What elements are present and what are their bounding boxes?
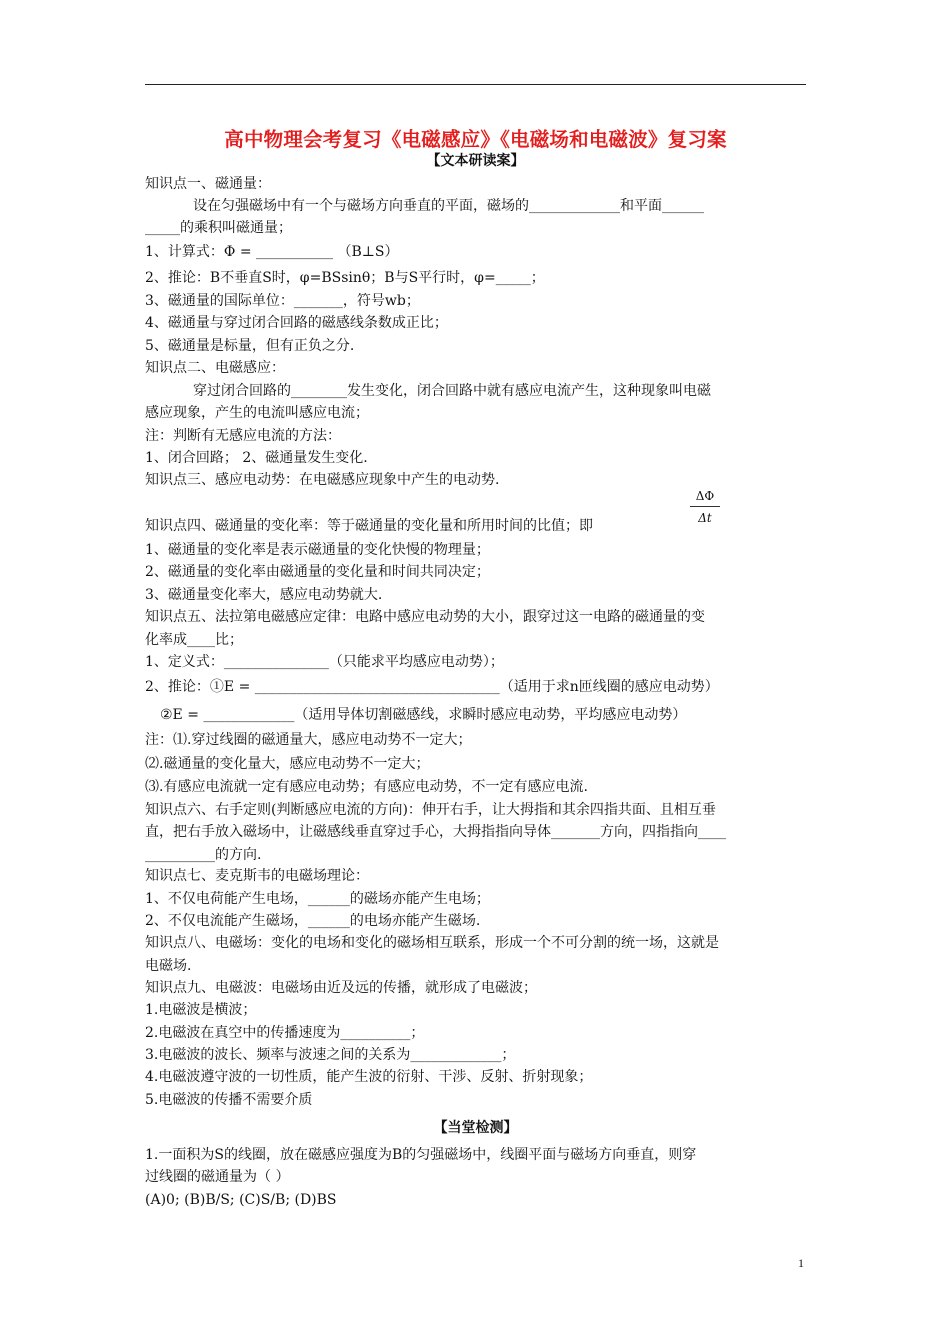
text-line: 4.电磁波遵守波的一切性质，能产生波的衍射、干涉、反射、折射现象； — [145, 1069, 593, 1085]
text-line: 知识点八、电磁场：变化的电场和变化的磁场相互联系，形成一个不可分割的统一场，这就是 — [145, 935, 719, 951]
text-line: 1、磁通量的变化率是表示磁通量的变化快慢的物理量； — [145, 542, 490, 558]
text-line: 知识点七、麦克斯韦的电磁场理论： — [145, 868, 369, 884]
text-line: (A)0; (B)B/S; (C)S/B; (D)BS — [145, 1192, 337, 1208]
text-line: 知识点三、感应电动势：在电磁感应现象中产生的电动势. — [145, 472, 500, 488]
text-line: 2、磁通量的变化率由磁通量的变化量和时间共同决定； — [145, 564, 490, 580]
text-line: 知识点四、磁通量的变化率：等于磁通量的变化量和所用时间的比值；即 — [145, 518, 593, 534]
text-line: 知识点五、法拉第电磁感应定律：电路中感应电动势的大小，跟穿过这一电路的磁通量的变 — [145, 609, 705, 625]
text-line: 1、定义式：_______________（只能求平均感应电动势）； — [145, 654, 504, 670]
text-line: 直，把右手放入磁场中，让磁感线垂直穿过手心，大拇指指向导体_______方向，四指指向____ — [145, 824, 726, 840]
text-line: 电磁场. — [145, 958, 192, 974]
fraction-numerator: ΔΦ — [695, 489, 715, 503]
text-line: 2.电磁波在真空中的传播速度为__________； — [145, 1025, 425, 1041]
text-line: __________的方向. — [145, 847, 262, 863]
text-line: 1、不仅电荷能产生电场，______的磁场亦能产生电场； — [145, 891, 490, 907]
text-line: 4、磁通量与穿过闭合回路的磁感线条数成正比； — [145, 315, 448, 331]
text-line: 注：判断有无感应电流的方法： — [145, 428, 341, 444]
text-line: 1.电磁波是横波； — [145, 1002, 257, 1018]
section-heading-study: 【文本研读案】 — [426, 153, 525, 169]
text-line: 知识点九、电磁波：电磁场由近及远的传播，就形成了电磁波； — [145, 980, 537, 996]
text-line: 化率成____比； — [145, 632, 243, 648]
fraction-denominator: Δt — [698, 511, 712, 525]
text-line: 5、磁通量是标量，但有正负之分. — [145, 338, 355, 354]
text-line: 3、磁通量变化率大，感应电动势就大. — [145, 587, 383, 603]
text-line: ②E = _____________（适用导体切割磁感线，求瞬时感应电动势，平均感应电动势） — [160, 707, 687, 723]
header-rule — [145, 84, 806, 85]
text-line: 穿过闭合回路的________发生变化，闭合回路中就有感应电流产生，这种现象叫电磁 — [193, 383, 711, 399]
text-line: 2、推论：B不垂直S时，φ=BSsinθ；B与S平行时，φ=_____； — [145, 270, 545, 286]
rate-fraction — [690, 488, 720, 526]
page-number: 1 — [798, 1256, 804, 1270]
text-line: _____的乘积叫磁通量； — [145, 220, 292, 236]
document-title: 高中物理会考复习《电磁感应》《电磁场和电磁波》复习案 — [224, 128, 727, 151]
text-line: 知识点一、磁通量： — [145, 176, 271, 192]
text-line: 注：⑴.穿过线圈的磁通量大，感应电动势不一定大； — [145, 732, 472, 748]
text-line: 2、不仅电流能产生磁场，______的电场亦能产生磁场. — [145, 913, 481, 929]
text-line: 1、闭合回路； 2、磁通量发生变化. — [145, 450, 368, 466]
text-line: 知识点二、电磁感应： — [145, 360, 285, 376]
text-line: 1.一面积为S的线圈，放在磁感应强度为B的匀强磁场中，线圈平面与磁场方向垂直，则穿 — [145, 1147, 697, 1163]
text-line: ⑵.磁通量的变化量大，感应电动势不一定大； — [145, 756, 430, 772]
text-line: 知识点六、右手定则(判断感应电流的方向)：伸开右手，让大拇指和其余四指共面、且相互垂 — [145, 802, 716, 818]
text-line: 3、磁通量的国际单位：_______，符号wb； — [145, 293, 420, 309]
text-line: 3.电磁波的波长、频率与波速之间的关系为_____________； — [145, 1047, 516, 1063]
text-line: ⑶.有感应电流就一定有感应电动势；有感应电动势，不一定有感应电流. — [145, 779, 588, 795]
text-line: 5.电磁波的传播不需要介质 — [145, 1092, 313, 1108]
text-line: 过线圈的磁通量为（ ） — [145, 1169, 290, 1185]
text-line: 2、推论：①E = ___________________________________（适用于求n匝线圈的感应电动势） — [145, 679, 719, 695]
fraction-bar — [690, 506, 720, 507]
text-line: 1、计算式：Φ = ___________ （B⊥S） — [145, 244, 399, 260]
text-line: 设在匀强磁场中有一个与磁场方向垂直的平面，磁场的_____________和平面______ — [193, 198, 704, 214]
section-heading-check: 【当堂检测】 — [433, 1120, 518, 1136]
text-line: 感应现象，产生的电流叫感应电流； — [145, 405, 369, 421]
